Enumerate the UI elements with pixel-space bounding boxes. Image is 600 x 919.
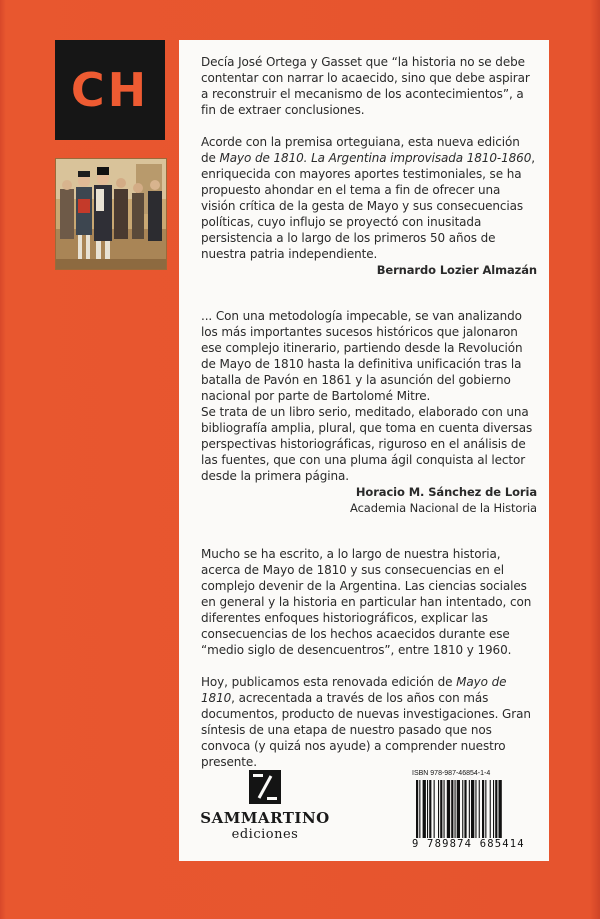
isbn-digits: 9 789874 685414 xyxy=(412,838,525,850)
barcode-bar xyxy=(495,780,497,838)
isbn-block xyxy=(412,770,532,850)
signature-sanchez: Horacio M. Sánchez de Loria xyxy=(355,485,537,499)
barcode-bar xyxy=(429,780,431,838)
barcode-bar xyxy=(434,780,435,838)
barcode-bar xyxy=(479,780,480,838)
barcode-bar xyxy=(471,780,474,838)
barcode-bar xyxy=(469,780,470,838)
signature-lozier: Bernardo Lozier Almazán xyxy=(376,263,537,277)
barcode-bar xyxy=(462,780,463,838)
barcode-bar xyxy=(440,780,442,838)
signature-affiliation: Academia Nacional de la Historia xyxy=(350,501,537,515)
paragraph-edition-rest: , enriquecida con mayores aportes testimoniales, se ha propuesto ahondar en el tema a fin de ofrecer una visión crítica de la gesta de Mayo y sus consecuencias políticas, cuyo influjo se proyectó con inusitada persistencia a lo largo de los primeros 50 años de nuestra patria independiente. xyxy=(201,151,535,261)
barcode-bar xyxy=(447,780,450,838)
paragraph-new-edition xyxy=(201,674,537,770)
barcode-bar xyxy=(444,780,445,838)
barcode-bar xyxy=(455,780,456,838)
barcode-bar xyxy=(419,780,420,838)
isbn-label: ISBN 978-987-46854-1-4 xyxy=(412,770,491,777)
barcode-bar xyxy=(493,780,494,838)
barcode-icon xyxy=(412,780,532,840)
barcode-bar xyxy=(499,780,502,838)
publisher-logo-icon xyxy=(249,770,281,804)
paragraph-edition xyxy=(201,134,537,262)
barcode-bar xyxy=(482,780,484,838)
paragraph-history: Mucho se ha escrito, a lo largo de nuestra historia, acerca de Mayo de 1810 y sus consecuencias en el complejo devenir de la Argentina. Las ciencias sociales en general y la historia en particular han intentado, con diferentes enfoques historiográficos, explicar las consecuencias de los hechos acaecidos durante ese “medio siglo de desencuentros”, entre 1810 y 1960. xyxy=(201,547,532,657)
paragraph-new-edition-start: Hoy, publicamos esta renovada edición de xyxy=(201,675,457,689)
barcode-bar xyxy=(423,780,426,838)
paragraph-methodology: ... Con una metodología impecable, se van analizando los más importantes sucesos históricos que jalonaron ese complejo itinerario, partiendo desde la Revolución de Mayo de 1810 hasta la definitiva unificación tras la batalla de Pavón en 1861 y la asunción del gobierno nacional por parte de Bartolomé Mitre. xyxy=(201,309,523,403)
publisher-block xyxy=(200,770,330,843)
paragraph-new-edition-rest: , acrecentada a través de los años con más documentos, producto de nuevas investigaciones. Gran síntesis de una etapa de nuestro pasado que nos convoca (y quizá nos ayude) a comprender nuestro presente. xyxy=(201,691,531,769)
barcode-bar xyxy=(475,780,476,838)
barcode-bar xyxy=(438,780,439,838)
imprint-logo xyxy=(55,40,165,140)
book-title-short: Mayo de 1810 xyxy=(201,675,507,705)
paragraph-quote-ortega: Decía José Ortega y Gasset que “la historia no se debe contentar con narrar lo acaecido, sino que debe aspirar a reconstruir el mecanismo de los acontecimientos”, a fin de extraer conclusiones. xyxy=(201,55,530,117)
book-title: Mayo de 1810. La Argentina improvisada 1810-1860 xyxy=(219,151,532,165)
barcode-bar xyxy=(427,780,428,838)
blurb xyxy=(201,54,537,770)
barcode-bar xyxy=(457,780,460,838)
barcode-bar xyxy=(485,780,486,838)
barcode-bar xyxy=(451,780,453,838)
publisher-name: SAMMARTINO xyxy=(200,809,330,827)
publisher-subtitle: ediciones xyxy=(231,827,299,842)
paragraph-serious-book: Se trata de un libro serio, meditado, elaborado con una bibliografía amplia, plural, que toma en cuenta diversas perspectivas historiográficas, riguroso en el análisis de las fuentes, que con una pluma ágil conquista al lector desde la primera página. xyxy=(201,405,533,483)
barcode-bar xyxy=(490,780,491,838)
historical-painting-image xyxy=(55,158,167,270)
barcode-bar xyxy=(416,780,418,838)
paragraph-edition-start: Acorde con la premisa orteguiana, esta nueva edición de xyxy=(201,135,520,165)
painting-illustration xyxy=(56,159,166,269)
imprint-logo-text: CH xyxy=(70,63,150,117)
barcode-bar xyxy=(464,780,466,838)
